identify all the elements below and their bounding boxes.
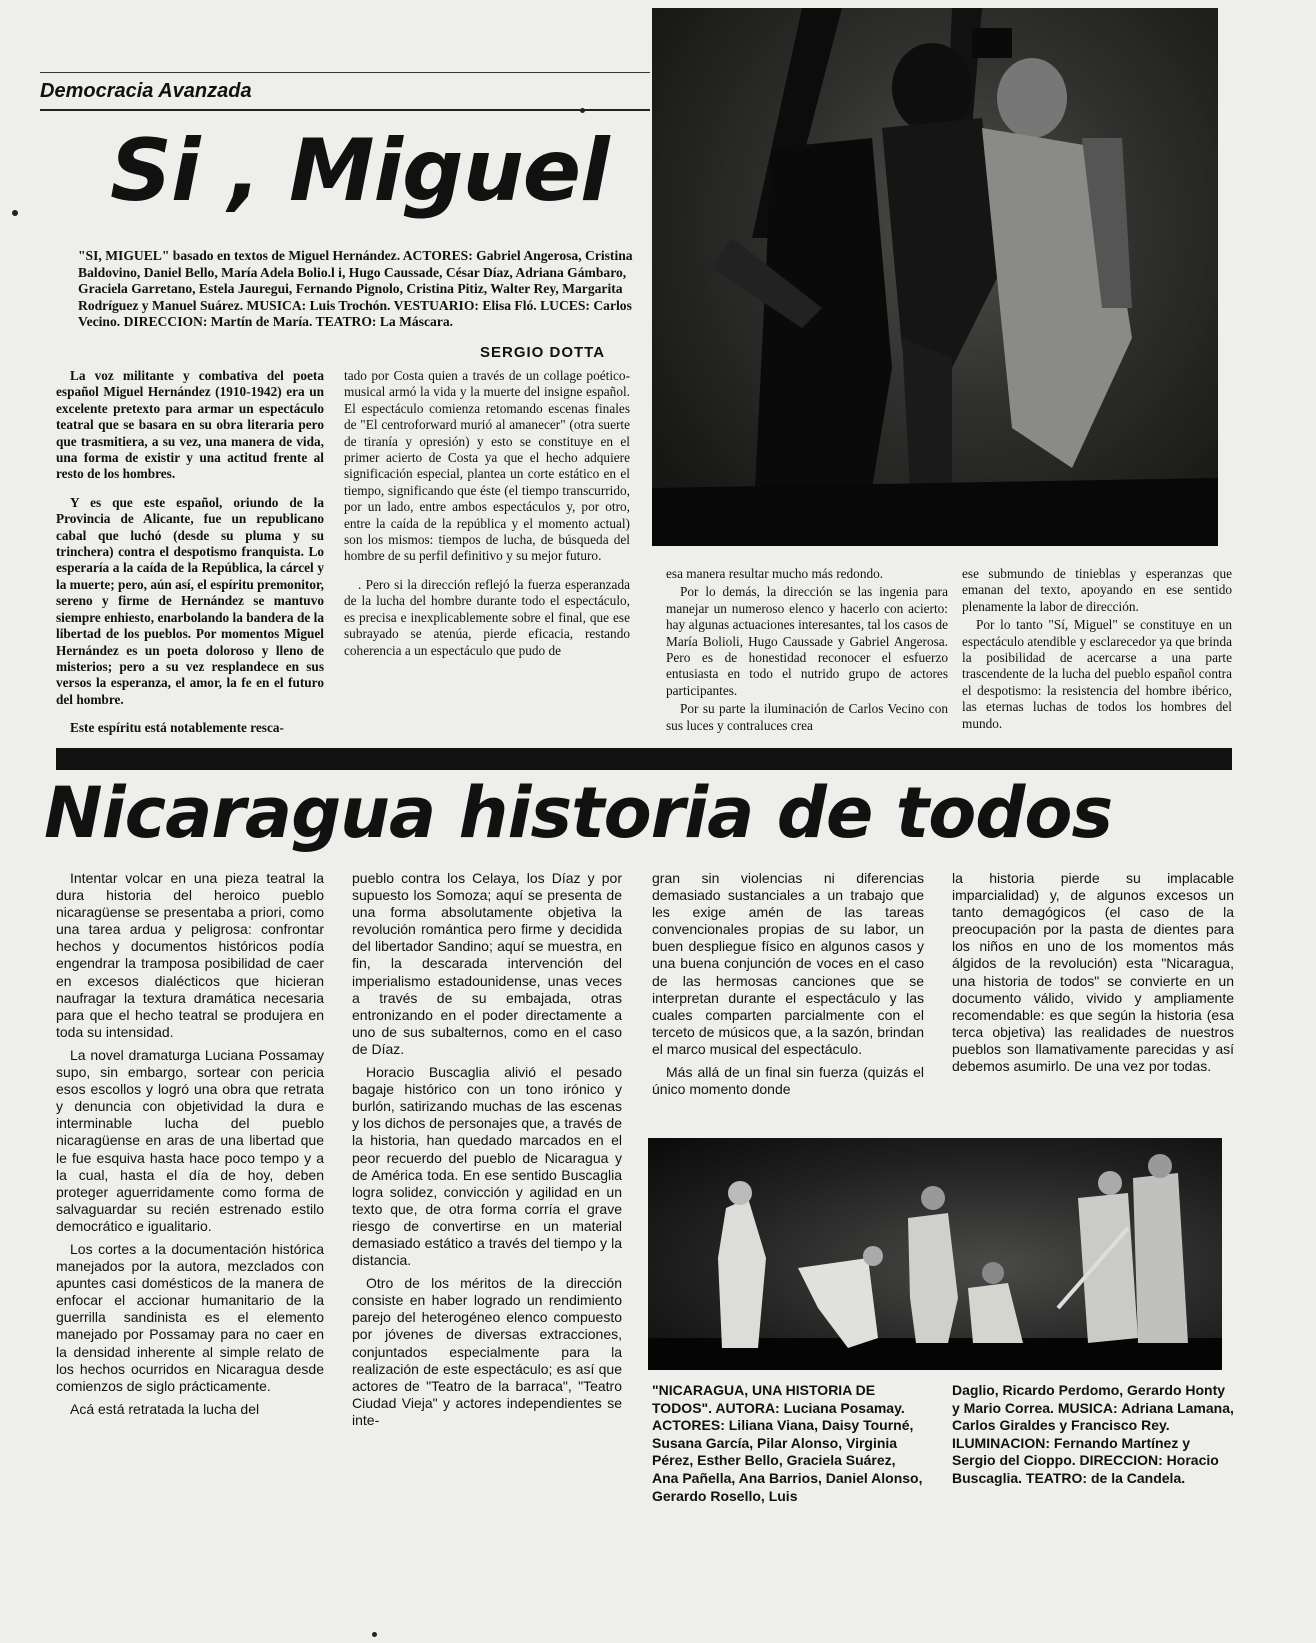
- paragraph: tado por Costa quien a través de un collage poético-musical armó la vida y la muerte del insigne español. El espectáculo comienza retomando escenas finales de "El centroforward murió al amanecer" (otra suerte de tiranía y opresión) y esto se constituye en el primer acierto de Costa ya que el hecho adquiere significación especial, plantea un corte estático en el tiempo, significando que éste (el tiempo transcurrido, por un lado, entre ambos espectáculos y, por otro, entre la caída de la república y el momento actual) son los mismos: tiempos de lucha, de búsqueda del hombre de su perfil definitivo y su mejor futuro.: [344, 368, 630, 564]
- article2-column-2: [352, 870, 622, 1435]
- paragraph: Acá está retratada la lucha del: [70, 1400, 260, 1417]
- article1-column-1: [56, 368, 324, 749]
- paragraph: Los cortes a la documentación histórica manejados por la autora, mezclados con apuntes casi domésticos de la manera de enfocar el accionar humanitario de la guerrilla sandinista es el elemento manejado por Possamay para no caer en la densidad inherente al simple relato de los hechos ocurridos en Nicaragua desde comienzos de siglo prácticamente.: [56, 1240, 324, 1394]
- article2-title: Nicaragua historia de todos: [44, 772, 1113, 854]
- article1-byline: SERGIO DOTTA: [480, 344, 606, 361]
- paragraph: Por lo tanto "Sí, Miguel" se constituye en un espectáculo atendible y esclarecedor ya que brinda la posibilidad de acercarse a una parte trascendente de la lucha del pueblo español contra el despotismo: la resistencia del hombre ibérico, las eternas luchas de todos los hombres del mundo.: [962, 617, 1232, 731]
- paragraph: Otro de los méritos de la dirección consiste en haber logrado un rendimiento parejo del heterogéneo elenco compuesto por jóvenes de diversas extracciones, conjuntados especialmente para la realización de este espectáculo; es así que actores de "Teatro de la barraca", "Teatro Ciudad Vieja" y actores independientes se inte-: [352, 1275, 622, 1428]
- print-speck: [580, 108, 585, 113]
- article1-credits: "SI, MIGUEL" basado en textos de Miguel Hernández. ACTORES: Gabriel Angerosa, Cristina Baldovino, Daniel Bello, María Adela Bolio.l i, Hugo Caussade, César Díaz, Adriana Gámbaro, Graciela Garretano, Estela Jauregui, Fernando Pignolo, Cristina Pitiz, Walter Rey, Margarita Rodríguez y Manuel Suárez. MUSICA: Luis Trochón. VESTUARIO: Elisa Fló. LUCES: Carlos Vecino. DIRECCION: Martín de María. TEATRO: La Máscara.: [78, 248, 633, 330]
- article2-column-3: [652, 870, 924, 1104]
- paragraph: Horacio Buscaglia alivió el pesado bagaje histórico con un tono irónico y burlón, satirizando muchas de las escenas y los dichos de personajes que, a través de la historia, han quedado marcados en el peor recuerdo del pueblo de Nicaragua y de América toda. En ese sentido Buscaglia logra solidez, convicción y agilidad en un texto que, de otra forma corría el grave riesgo de convertirse en un material demasiado estático a través del tiempo y la distancia.: [352, 1064, 622, 1269]
- paragraph: pueblo contra los Celaya, los Díaz y por supuesto los Somoza; aquí se presenta de una forma absolutamente objetiva la revolución romántica pero firme y decidida del libertador Sandino; aquí se muestra, en fin, la descarada intervención del imperialismo estadounidense, unas veces a través de su embajada, otras entronizando en el poder directamente a uno de sus subalternos, como en el caso de Díaz.: [352, 870, 622, 1057]
- paragraph: la historia pierde su implacable imparcialidad) y, de algunos excesos un tanto demagógicos (el caso de la preocupación por la pasta de dientes para los niños en uno de los momentos más álgidos de la revolución) esta "Nicaragua, una historia de todos" se convierte en un documento válido, vivido y ampliamente recomendable: es que según la historia (esa terca objetiva) las realidades de nuestros pueblos son llamativamente parecidas y así debemos asumirlo. De una vez por todas.: [952, 870, 1234, 1075]
- paragraph: esa manera resultar mucho más redondo.: [666, 566, 884, 581]
- paragraph: Y es que este español, oriundo de la Provincia de Alicante, fue un republicano cabal que luchó (desde su pluma y su trinchera) contra el despotismo franquista. Lo esperaría a la caída de la República, la cárcel y la muerte; pero, aún así, el espíritu premonitor, sereno y firme de Hernández se mantuvo siempre enhiesto, enarbolando la bandera de la libertad de los pueblos. Por momentos Miguel Hernández es un poeta doloroso y lleno de misterios; pero a su vez resplandece en sus versos la esperanza, el amor, la fe en el futuro del hombre.: [56, 494, 324, 707]
- paragraph: Intentar volcar en una pieza teatral la dura historia del heroico pueblo nicaragüense se presentaba a priori, como una tarea ardua y peligrosa: confrontar hechos y documentos históricos podía engendrar la tramposa posibilidad de caer en excesos dialécticos que hicieran naufragar la textura dramática necesaria para que el hecho teatral se produjera en toda su intensidad.: [56, 870, 324, 1040]
- stage-photo-nicaragua-cast-icon: [648, 1138, 1222, 1370]
- section-label: Democracia Avanzada: [40, 80, 650, 111]
- paragraph: Por su parte la iluminación de Carlos Vecino con sus luces y contraluces crea: [666, 701, 948, 733]
- stage-photo-actors-struggle-icon: [652, 8, 1218, 546]
- paragraph: Por lo demás, la dirección se las ingenia para manejar un numeroso elenco y hacerlo con acierto: hay algunas actuaciones interesantes, tal los casos de María Bolioli, Hugo Caussade y Gabriel Angerosa. Pero es de honestidad reconocer el esfuerzo entusiasta en todo el nutrido grupo de actores participantes.: [666, 584, 948, 698]
- article2-credits-left: "NICARAGUA, UNA HISTORIA DE TODOS". AUTORA: Luciana Posamay. ACTORES: Liliana Viana, Daisy Tourné, Susana García, Pilar Alonso, Virginia Pérez, Esther Bello, Graciela Suárez, Ana Pañella, Ana Barrios, Daniel Alonso, Gerardo Rosello, Luis: [652, 1382, 923, 1504]
- paragraph: gran sin violencias ni diferencias demasiado sustanciales a un trabajo que les exige amén de las tareas convencionales propias de su labor, un buen despliegue físico en algunos casos y una buena conjunción de voces en el caso de las hermosas canciones que se interpretan durante el espectáculo y las cuales comparten parcialmente con el terceto de músicos que, a la sazón, brindan el marco musical del espectáculo.: [652, 870, 924, 1057]
- paragraph: ese submundo de tinieblas y esperanzas que emanan del texto, apoyando en ese sentido plenamente la labor de dirección.: [962, 566, 1232, 614]
- paragraph: Más allá de un final sin fuerza (quizás el único momento donde: [652, 1064, 924, 1098]
- paragraph: . Pero si la dirección reflejó la fuerza esperanzada de la lucha del hombre durante todo el espectáculo, es precisa e inexplicablemente sobre el final, que ese subrayado se atenúa, pierde eficacia, restando coherencia a un espectáculo que pudo de: [344, 576, 630, 658]
- section-divider-band: [56, 748, 1232, 770]
- article2-column-4: [952, 870, 1234, 1081]
- top-rule: [40, 72, 650, 73]
- article1-title: Si , Miguel: [110, 121, 609, 221]
- print-speck: [372, 1632, 377, 1637]
- article1-column-4: [962, 566, 1232, 744]
- article2-column-1: [56, 870, 324, 1424]
- article2-credits-right: Daglio, Ricardo Perdomo, Gerardo Honty y Mario Correa. MUSICA: Adriana Lamana, Carlos Giraldes y Francisco Rey. ILUMINACION: Fernando Martínez y Sergio del Cioppo. DIRECCION: Horacio Buscaglia. TEATRO: de la Candela.: [952, 1382, 1234, 1486]
- paragraph: La voz militante y combativa del poeta español Miguel Hernández (1910-1942) era un excelente pretexto para armar un espectáculo teatral que se basara en su obra literaria pero que trasmitiera, a su vez, una manera de vida, una forma de existir y una actitud frente al resto de los hombres.: [56, 368, 324, 482]
- print-speck: [12, 210, 18, 216]
- paragraph: Este espíritu está notablemente resca-: [70, 720, 284, 736]
- article1-column-3: [666, 566, 948, 746]
- article1-column-2: [344, 368, 630, 671]
- paragraph: La novel dramaturga Luciana Possamay supo, sin embargo, sortear con pericia esos escollos y logró una obra que retrata y denuncia con objetividad la dura e interminable lucha del pueblo nicaragüense en aras de una libertad que le fue esquiva hasta hace poco tempo y a la cual, hasta el día de hoy, deben proteger aguerridamente como forma de salvaguardar su recién estrenado estilo democrático e igualitario.: [56, 1046, 324, 1234]
